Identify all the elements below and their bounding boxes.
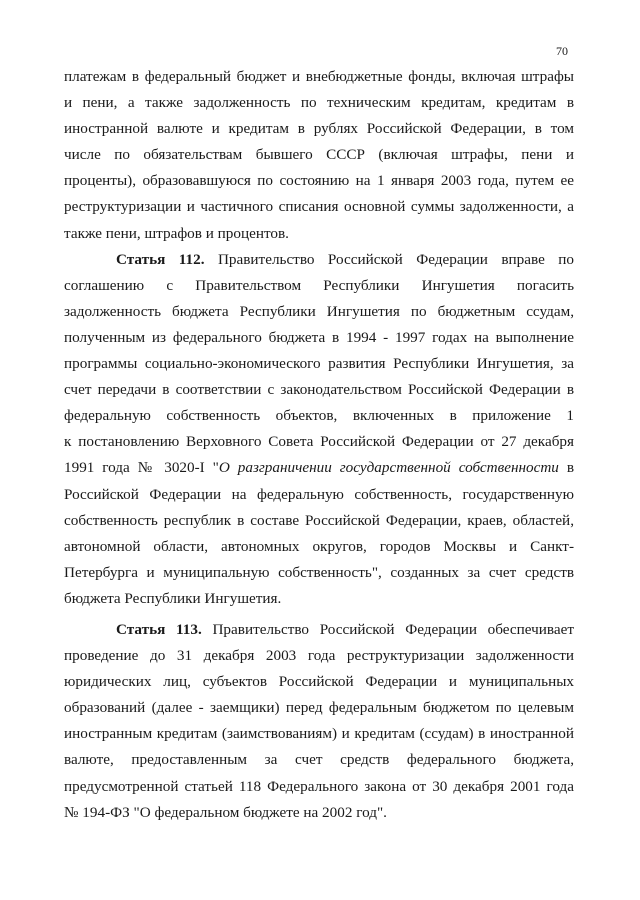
article-first-line xyxy=(64,617,574,643)
text-line: соглашению с Правительством Республики Ингушетия погасить xyxy=(64,276,574,294)
article-label: Статья 112. xyxy=(116,250,205,268)
text-line: программы социально-экономического развития Республики Ингушетия, за xyxy=(64,355,574,373)
text-line: бюджета Республики Ингушетия. xyxy=(64,589,282,607)
article-first-line-text: Правительство Российской Федерации вправе по xyxy=(204,250,574,268)
text-line: валюте, предоставленным за счет средств федерального бюджета, xyxy=(64,751,574,769)
text-line: Петербурга и муниципальную собственность", созданных за счет средств xyxy=(64,563,574,581)
text-line: собственность республик в составе Российской Федерации, краев, областей, xyxy=(64,511,574,529)
decree-prefix: 1991 года № 3020-I " xyxy=(64,459,219,477)
text-line: проведение до 31 декабря 2003 года реструктуризации задолженности xyxy=(64,647,574,665)
text-line: федеральную собственность объектов, включенных в приложение 1 xyxy=(64,407,574,425)
decree-line xyxy=(64,455,574,481)
text-line: проценты), образовавшуюся по состоянию на 1 января 2003 года, путем ее xyxy=(64,172,574,190)
paragraph-continuation xyxy=(64,64,574,247)
document-body xyxy=(64,64,574,826)
text-line: полученным из федерального бюджета в 1994 - 1997 годах на выполнение xyxy=(64,328,574,346)
text-line: Российской Федерации на федеральную собственность, государственную xyxy=(64,485,574,503)
article-112 xyxy=(64,247,574,612)
text-line: числе по обязательствам бывшего СССР (включая штрафы, пени и xyxy=(64,146,574,164)
article-first-line-text: Правительство Российской Федерации обеспечивает xyxy=(201,620,574,638)
text-line: № 194-ФЗ "О федеральном бюджете на 2002 год". xyxy=(64,803,387,821)
decree-title-italic: О разграничении государственной собственности xyxy=(218,459,559,477)
text-line: юридических лиц, субъектов Российской Федерации и муниципальных xyxy=(64,673,574,691)
text-line: автономной области, автономных округов, городов Москвы и Санкт- xyxy=(64,537,574,555)
text-line: реструктуризации и частичного списания основной суммы задолженности, а xyxy=(64,198,574,216)
article-113 xyxy=(64,617,574,826)
decree-suffix: в xyxy=(558,459,574,477)
article-first-line xyxy=(64,247,574,273)
text-line: предусмотренной статьей 118 Федерального закона от 30 декабря 2001 года xyxy=(64,777,574,795)
text-line: образований (далее - заемщики) перед федеральным бюджетом по целевым xyxy=(64,699,574,717)
text-line: иностранной валюте и кредитам в рублях Российской Федерации, в том xyxy=(64,120,574,138)
article-label: Статья 113. xyxy=(116,620,202,638)
text-line: к постановлению Верховного Совета Российской Федерации от 27 декабря xyxy=(64,433,574,451)
page-number: 70 xyxy=(556,44,568,58)
text-line: и пени, а также задолженность по техническим кредитам, кредитам в xyxy=(64,94,574,112)
text-line: счет передачи в соответствии с законодательством Российской Федерации в xyxy=(64,381,574,399)
text-line: иностранным кредитам (заимствованиям) и кредитам (ссудам) в иностранной xyxy=(64,725,574,743)
text-line: платежам в федеральный бюджет и внебюджетные фонды, включая штрафы xyxy=(64,68,574,85)
text-line: задолженность бюджета Республики Ингушетия по бюджетным ссудам, xyxy=(64,302,574,320)
text-line: также пени, штрафов и процентов. xyxy=(64,224,289,242)
